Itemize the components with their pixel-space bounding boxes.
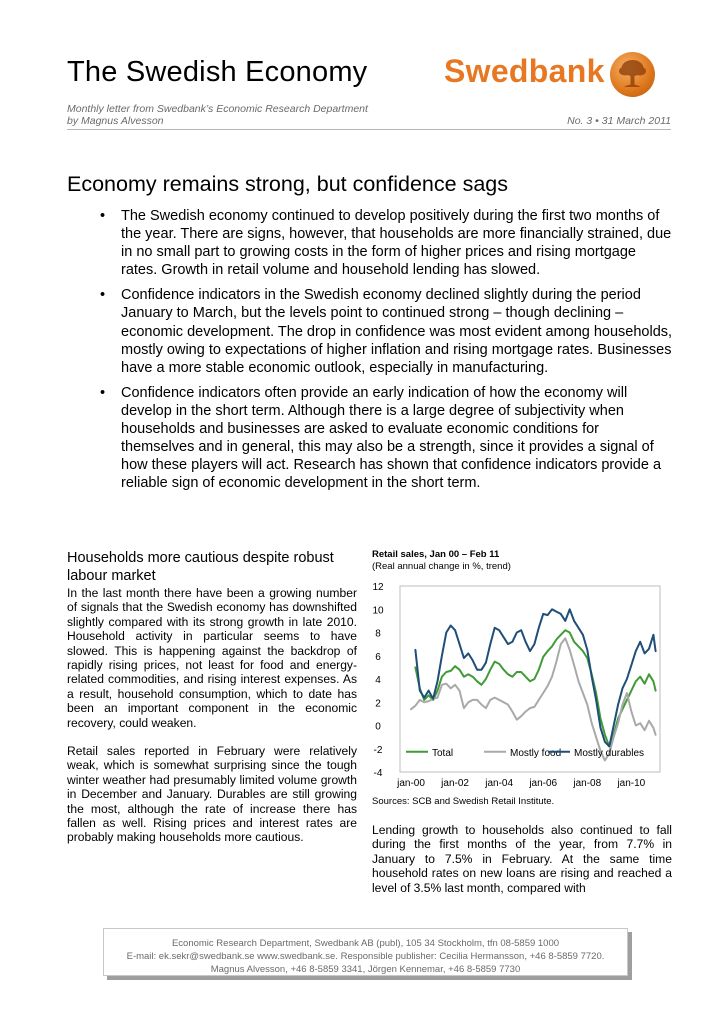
logo-wordmark: Swedbank (444, 53, 605, 89)
subtitle-department: Monthly letter from Swedbank’s Economic Research Department (67, 103, 368, 115)
y-tick-label: -2 (373, 744, 383, 756)
y-tick-label: 4 (375, 675, 381, 686)
body-paragraph: Retail sales reported in February were relatively weak, which is somewhat surprising since the tough winter weather had presumably limited volume growth in December and January. Durables are still growing the most, although the rate of increase there has fallen as well. Rising prices and interest rates are probably making households more cautious. (67, 744, 357, 845)
footer-line: Magnus Alvesson, +46 8-5859 3341, Jörgen Kennemar, +46 8-5859 7730 (210, 964, 521, 975)
x-tick-label: jan-00 (397, 778, 425, 789)
x-tick-label: jan-10 (617, 778, 646, 789)
body-paragraph: Lending growth to households also continued to fall during the first months of the year, from 7.7% in January to 7.5% in February. At the same time household rates on new loans are rising and reached a level of 3.5% last month, compared with (372, 823, 672, 895)
footer-line: E-mail: ek.sekr@swedbank.se www.swedbank.se. Responsible publisher: Cecilia Hermansson, +46 8-5859 7720. (126, 951, 605, 962)
retail-sales-chart (362, 578, 672, 793)
footer-line: Economic Research Department, Swedbank AB (publ), 105 34 Stockholm, tfn 08-5859 1000 (171, 938, 560, 949)
footer-contact-box (103, 928, 628, 976)
legend-mostly-food (484, 748, 561, 759)
plot-area (400, 586, 660, 772)
y-tick-label: -4 (373, 768, 383, 779)
subtitle-author: by Magnus Alvesson (67, 115, 164, 127)
issue-date: No. 3 • 31 March 2011 (567, 115, 671, 127)
x-tick-label: jan-04 (485, 778, 514, 789)
summary-bullets (98, 207, 673, 499)
swedbank-logo (444, 52, 659, 98)
x-tick-label: jan-02 (441, 778, 469, 789)
chart-subtitle: (Real annual change in %, trend) (372, 561, 511, 572)
legend-label: Mostly food (510, 747, 562, 759)
document-title: The Swedish Economy (67, 56, 368, 88)
headline: Economy remains strong, but confidence sags (67, 172, 508, 196)
y-tick-label: 0 (375, 721, 381, 733)
y-tick-label: 2 (375, 698, 381, 710)
section-heading: Households more cautious despite robust labour market (67, 550, 334, 584)
y-tick-label: 12 (372, 582, 384, 593)
body-paragraph: In the last month there have been a growing number of signals that the Swedish economy has downshifted slightly compared with its strong growth in late 2010. Household activity in particular seems to have slowed. This is happening against the backdrop of rapidly rising prices, not least for food and energy-related commodities, and rising interest expenses. As a result, household consumption, which to date has been an important component in the economic recovery, could weaken. (67, 586, 357, 730)
y-tick-label: 8 (375, 628, 381, 640)
bullet-item: • Confidence indicators in the Swedish economy declined slightly during the period January to March, but the levels point to continued strong – though declining – economic development. The drop in confidence was most evident among households, mostly owing to expectations of higher inflation and rising mortgage rates. Businesses have a more stable economic outlook, especially in manufacturing. (98, 286, 673, 376)
legend-mostly-durables (548, 748, 644, 759)
bullet-item: • The Swedish economy continued to develop positively during the first two months of the year. There are signs, however, that households are more financially strained, due in no small part to growing costs in the form of higher prices and rising mortgage rates. Growth in retail volume and household lending has slowed. (98, 207, 673, 279)
legend-label: Total (432, 747, 454, 759)
y-tick-label: 10 (372, 605, 384, 617)
chart-title: Retail sales, Jan 00 – Feb 11 (372, 549, 500, 560)
oak-tree-icon (610, 52, 655, 97)
x-tick-label: jan-08 (573, 778, 602, 789)
header-divider (67, 129, 671, 130)
x-tick-label: jan-06 (529, 778, 558, 789)
chart-sources: Sources: SCB and Swedish Retail Institute. (372, 796, 555, 807)
legend-total (406, 748, 453, 759)
bullet-item: • Confidence indicators often provide an early indication of how the economy will develop in the short term. Although there is a large degree of subjectivity when households and businesses are asked to evaluate economic conditions for themselves and in general, this may also be a strength, since it provides a signal of how these players will act. Research has shown that confidence indicators provide a reliable sign of economic development in the short term. (98, 384, 673, 493)
y-tick-label: 6 (375, 651, 381, 663)
legend-label: Mostly durables (574, 747, 645, 759)
